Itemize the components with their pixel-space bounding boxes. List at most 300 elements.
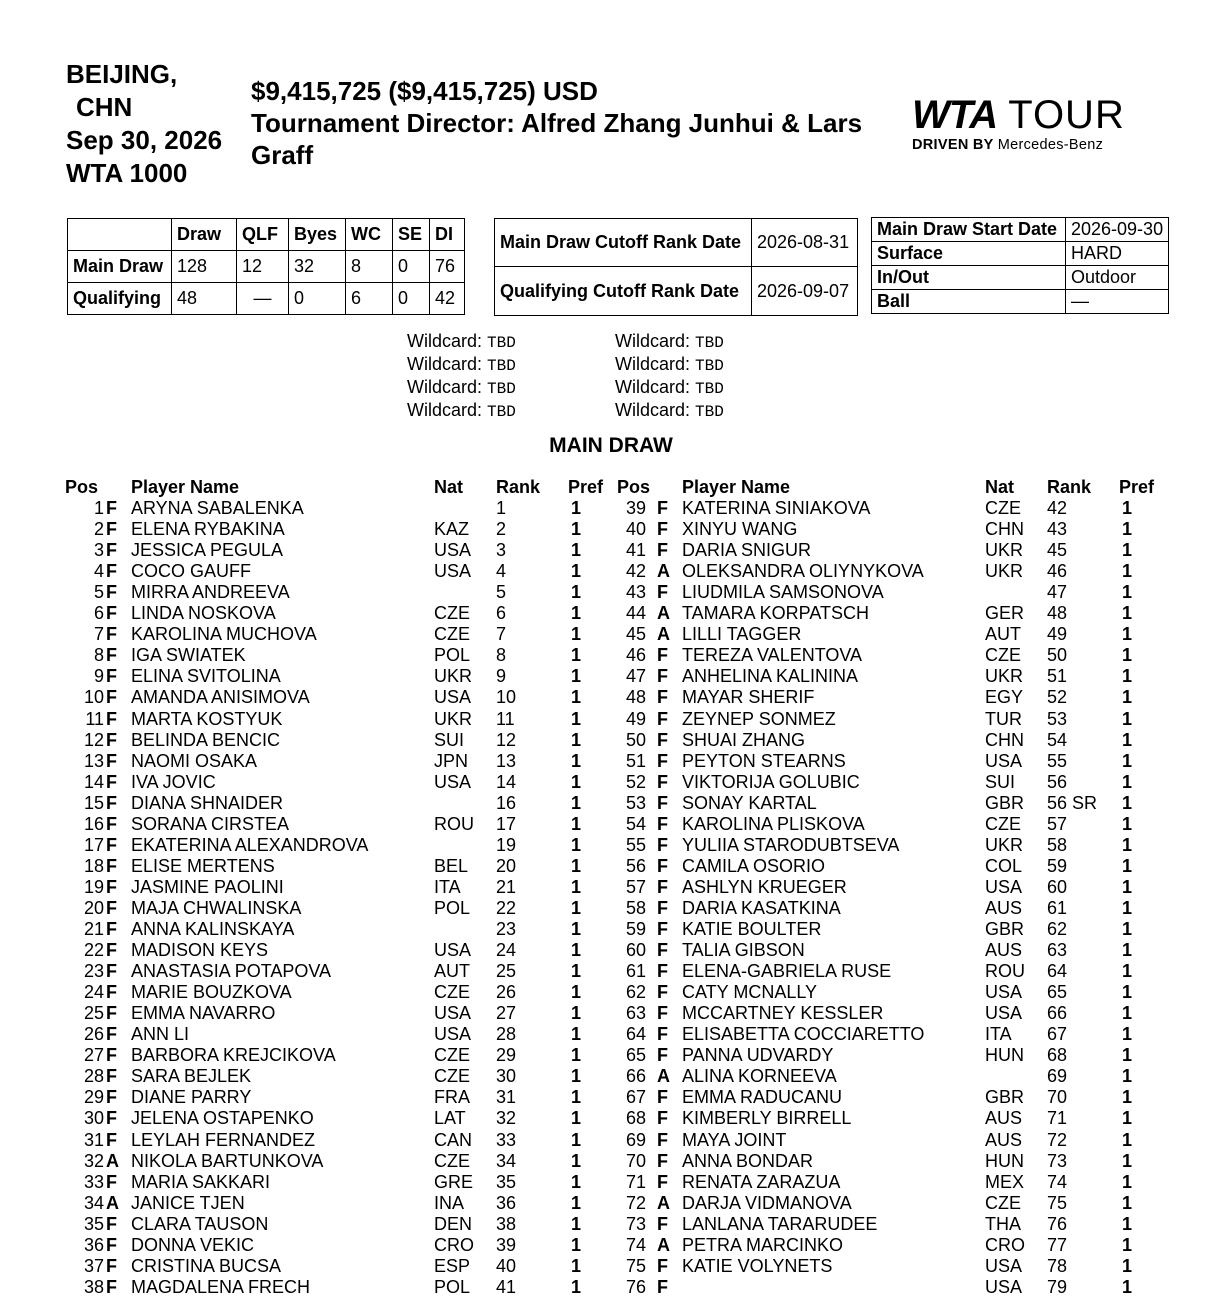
rank-cell: 14	[496, 771, 517, 792]
pos-cell: 35	[83, 1213, 104, 1234]
nat-cell: AUS	[985, 1129, 1023, 1150]
nat-cell: USA	[985, 982, 1023, 1003]
table-row	[0, 877, 1222, 898]
nat-cell: UKR	[985, 834, 1024, 855]
player-name-cell: KATERINA SINIAKOVA	[682, 498, 871, 518]
table-row	[0, 814, 1222, 835]
pos-cell: 57	[625, 876, 646, 897]
nat-cell: GBR	[985, 919, 1025, 939]
pos-cell: 55	[625, 834, 646, 855]
status-cell: A	[657, 603, 670, 624]
pref-cell: 1	[571, 498, 582, 518]
pref-cell: 1	[571, 813, 582, 834]
status-cell: F	[657, 666, 668, 687]
pos-cell: 56	[625, 855, 646, 876]
info-value: Outdoor	[1066, 266, 1169, 290]
status-cell: F	[106, 940, 117, 961]
rank-cell: 10	[496, 687, 517, 708]
tournament-director: Tournament Director: Alfred Zhang Junhui & Lars Graff	[251, 108, 863, 170]
draw-cell: 8	[346, 251, 393, 283]
draw-header-di: DI	[430, 219, 465, 251]
status-cell: F	[657, 645, 668, 666]
status-cell: F	[657, 1255, 668, 1276]
nat-cell: UKR	[985, 561, 1024, 582]
pref-cell: 1	[571, 1234, 582, 1255]
draw-header-draw: Draw	[172, 219, 237, 251]
pref-cell: 1	[571, 961, 582, 982]
pos-cell: 73	[625, 1213, 646, 1234]
nat-cell: CAN	[434, 1129, 473, 1150]
pos-cell: 52	[625, 771, 646, 792]
wildcard-value: TBD	[487, 334, 516, 352]
status-cell: A	[657, 1066, 670, 1087]
pref-cell: 1	[571, 645, 582, 666]
status-cell: F	[106, 729, 117, 750]
pref-cell: 1	[571, 1150, 582, 1171]
table-row	[0, 498, 1222, 519]
player-name-cell: ASHLYN KRUEGER	[682, 876, 847, 897]
rank-cell: 79	[1047, 1276, 1068, 1297]
pos-cell: 7	[93, 624, 104, 645]
status-cell: F	[657, 540, 668, 561]
pos-cell: 63	[625, 1003, 646, 1024]
status-cell: F	[657, 1087, 668, 1108]
rank-cell: 60	[1047, 876, 1068, 897]
wildcard-label: Wildcard:	[407, 354, 483, 374]
nat-cell: UKR	[985, 540, 1024, 561]
nat-cell: USA	[434, 1003, 472, 1024]
player-name-cell: MIRRA ANDREEVA	[131, 582, 290, 603]
wildcard-label: Wildcard:	[615, 400, 691, 420]
pos-cell: 18	[83, 855, 104, 876]
pref-cell: 1	[571, 540, 582, 561]
pos-cell: 39	[625, 498, 646, 518]
table-row	[0, 793, 1222, 814]
rank-cell: 21	[496, 876, 517, 897]
wildcard-value: TBD	[487, 357, 516, 375]
player-name-cell: IVA JOVIC	[131, 771, 216, 792]
status-cell: A	[657, 1192, 670, 1213]
nat-cell: DEN	[434, 1213, 473, 1234]
logo-mercedes: Mercedes-Benz	[997, 137, 1104, 153]
city: BEIJING,	[66, 59, 178, 89]
pos-cell: 38	[83, 1276, 104, 1297]
status-cell: F	[657, 582, 668, 603]
col-player-name-header: Player Name	[131, 477, 240, 497]
pref-cell: 1	[1122, 561, 1133, 582]
rank-cell: 30	[496, 1066, 517, 1087]
rank-cell: 62	[1047, 919, 1068, 939]
status-cell: F	[106, 540, 117, 561]
pos-cell: 45	[625, 624, 646, 645]
info-value: —	[1066, 290, 1169, 314]
status-cell: F	[657, 813, 668, 834]
player-name-cell: ARYNA SABALENKA	[131, 498, 304, 518]
nat-cell: ITA	[985, 1024, 1012, 1045]
wildcard-label: Wildcard:	[407, 331, 483, 351]
col-nat-header: Nat	[985, 477, 1015, 497]
rank-cell: 46	[1047, 561, 1068, 582]
status-cell: F	[106, 582, 117, 603]
pos-cell: 22	[83, 940, 104, 961]
player-name-cell: EMMA NAVARRO	[131, 1003, 276, 1024]
rank-cell: 34	[496, 1150, 517, 1171]
rank-cell: 75	[1047, 1192, 1068, 1213]
cutoff-label: Main Draw Cutoff Rank Date	[495, 219, 752, 267]
pref-cell: 1	[571, 687, 582, 708]
status-cell: F	[106, 1003, 117, 1024]
nat-cell: USA	[434, 540, 472, 561]
status-cell: F	[106, 876, 117, 897]
player-name-cell: XINYU WANG	[682, 519, 798, 540]
player-name-cell: EKATERINA ALEXANDROVA	[131, 834, 369, 855]
nat-cell: ROU	[434, 813, 474, 834]
pos-cell: 13	[83, 750, 104, 771]
pref-cell: 1	[1122, 1108, 1133, 1129]
player-name-cell: JELENA OSTAPENKO	[131, 1108, 314, 1129]
status-cell: F	[657, 1213, 668, 1234]
pref-cell: 1	[571, 1108, 582, 1129]
pref-cell: 1	[571, 792, 582, 813]
rank-cell: 5	[496, 582, 507, 603]
status-cell: F	[657, 687, 668, 708]
nat-cell: CZE	[434, 982, 470, 1003]
table-row	[0, 582, 1222, 603]
player-name-cell: ANASTASIA POTAPOVA	[131, 961, 332, 982]
player-name-cell: KIMBERLY BIRRELL	[682, 1108, 852, 1129]
player-name-cell: LEYLAH FERNANDEZ	[131, 1129, 316, 1150]
pos-cell: 30	[83, 1108, 104, 1129]
pref-cell: 1	[571, 1045, 582, 1066]
pos-cell: 50	[625, 729, 646, 750]
player-name-cell: TALIA GIBSON	[682, 940, 805, 961]
status-cell: F	[657, 940, 668, 961]
player-name-cell: VIKTORIJA GOLUBIC	[682, 771, 860, 792]
pref-cell: 1	[1122, 582, 1133, 603]
pref-cell: 1	[1122, 708, 1133, 729]
pos-cell: 23	[83, 961, 104, 982]
table-row	[0, 982, 1222, 1003]
rank-cell: 58	[1047, 834, 1068, 855]
status-cell: F	[657, 519, 668, 540]
nat-cell: MEX	[985, 1171, 1025, 1192]
rank-cell: 32	[496, 1108, 517, 1129]
player-name-cell: ELENA-GABRIELA RUSE	[682, 961, 892, 982]
player-name-cell: MCCARTNEY KESSLER	[682, 1003, 884, 1024]
nat-cell: USA	[434, 561, 472, 582]
rank-cell: 19	[496, 834, 517, 855]
status-cell: F	[657, 961, 668, 982]
col-rank-header: Rank	[496, 477, 541, 497]
status-cell: A	[657, 561, 670, 582]
draw-cell: 42	[430, 283, 465, 315]
player-name-cell: ANHELINA KALININA	[682, 666, 859, 687]
rank-cell: 13	[496, 750, 517, 771]
nat-cell: GBR	[985, 1087, 1025, 1108]
pref-cell: 1	[1122, 1087, 1133, 1108]
nat-cell: USA	[985, 1003, 1023, 1024]
player-name-cell: PETRA MARCINKO	[682, 1234, 844, 1255]
status-cell: F	[106, 750, 117, 771]
nat-cell: SUI	[434, 729, 465, 750]
nat-cell: USA	[985, 1255, 1023, 1276]
pos-cell: 58	[625, 897, 646, 918]
pref-cell: 1	[1122, 1045, 1133, 1066]
nat-cell: FRA	[434, 1087, 470, 1108]
rank-cell: 49	[1047, 624, 1068, 645]
status-cell: F	[106, 498, 117, 518]
pref-cell: 1	[1122, 897, 1133, 918]
player-name-cell: DARIA KASATKINA	[682, 897, 841, 918]
pref-cell: 1	[1122, 792, 1133, 813]
pos-cell: 9	[93, 666, 104, 687]
nat-cell: GER	[985, 603, 1025, 624]
rank-cell: 45	[1047, 540, 1068, 561]
pos-cell: 61	[625, 961, 646, 982]
main-draw-title: MAIN DRAW	[549, 434, 673, 457]
nat-cell: COL	[985, 855, 1023, 876]
status-cell: F	[106, 1255, 117, 1276]
status-cell: F	[106, 1171, 117, 1192]
rank-cell: 41	[496, 1276, 517, 1297]
rank-cell: 70	[1047, 1087, 1068, 1108]
pos-cell: 46	[625, 645, 646, 666]
pref-cell: 1	[1122, 624, 1133, 645]
rank-cell: 8	[496, 645, 507, 666]
table-row	[0, 1193, 1222, 1214]
pref-cell: 1	[571, 1192, 582, 1213]
player-name-cell: EMMA RADUCANU	[682, 1087, 843, 1108]
pref-cell: 1	[1122, 1276, 1133, 1297]
pos-cell: 67	[625, 1087, 646, 1108]
pos-cell: 17	[83, 834, 104, 855]
pref-cell: 1	[571, 561, 582, 582]
pos-cell: 72	[625, 1192, 646, 1213]
nat-cell: UKR	[434, 666, 473, 687]
rank-cell: 6	[496, 603, 507, 624]
pref-cell: 1	[571, 624, 582, 645]
rank-cell: 64	[1047, 961, 1068, 982]
status-cell: F	[657, 919, 668, 939]
pos-cell: 2	[93, 519, 104, 540]
player-name-cell: ELINA SVITOLINA	[131, 666, 281, 687]
pos-cell: 20	[83, 897, 104, 918]
player-name-cell: ELENA RYBAKINA	[131, 519, 285, 540]
status-cell: F	[657, 498, 668, 518]
pos-cell: 71	[625, 1171, 646, 1192]
player-name-cell: CATY MCNALLY	[682, 982, 818, 1003]
player-name-cell: LILLI TAGGER	[682, 624, 802, 645]
status-cell: F	[657, 771, 668, 792]
col-pref-header: Pref	[568, 477, 604, 497]
player-name-cell: OLEKSANDRA OLIYNYKOVA	[682, 561, 924, 582]
pos-cell: 74	[625, 1234, 646, 1255]
status-cell: F	[106, 1087, 117, 1108]
pos-cell: 21	[83, 919, 104, 939]
status-cell: A	[657, 1234, 670, 1255]
rank-cell: 67	[1047, 1024, 1068, 1045]
wildcard-value: TBD	[695, 334, 724, 352]
rank-cell: 61	[1047, 897, 1068, 918]
player-name-cell: TAMARA KORPATSCH	[682, 603, 870, 624]
pref-cell: 1	[1122, 876, 1133, 897]
table-row	[0, 856, 1222, 877]
table-row	[0, 687, 1222, 708]
pos-cell: 68	[625, 1108, 646, 1129]
draw-cell: 128	[172, 251, 237, 283]
status-cell: F	[106, 645, 117, 666]
pref-cell: 1	[1122, 1192, 1133, 1213]
player-name-cell: YULIIA STARODUBTSEVA	[682, 834, 900, 855]
tournament-date: Sep 30, 2026	[66, 125, 223, 155]
status-cell: F	[106, 1108, 117, 1129]
info-label: Main Draw Start Date	[872, 218, 1066, 242]
pref-cell: 1	[571, 1276, 582, 1297]
player-name-cell: ANNA KALINSKAYA	[131, 919, 295, 939]
pos-cell: 41	[625, 540, 646, 561]
table-row	[0, 1108, 1222, 1129]
status-cell: F	[106, 1024, 117, 1045]
pref-cell: 1	[571, 519, 582, 540]
rank-cell: 51	[1047, 666, 1068, 687]
status-cell: F	[106, 919, 117, 939]
player-name-cell: KATIE VOLYNETS	[682, 1255, 833, 1276]
rank-cell: 42	[1047, 498, 1068, 518]
rank-cell: 72	[1047, 1129, 1068, 1150]
pos-cell: 26	[83, 1024, 104, 1045]
nat-cell: EGY	[985, 687, 1024, 708]
table-row	[0, 730, 1222, 751]
pos-cell: 65	[625, 1045, 646, 1066]
rank-cell: 23	[496, 919, 517, 939]
rank-cell: 65	[1047, 982, 1068, 1003]
status-cell: F	[106, 708, 117, 729]
status-cell: F	[106, 1276, 117, 1297]
nat-cell: KAZ	[434, 519, 470, 540]
pos-cell: 8	[93, 645, 104, 666]
pos-cell: 6	[93, 603, 104, 624]
nat-cell: AUS	[985, 940, 1023, 961]
table-row	[0, 1214, 1222, 1235]
status-cell: F	[106, 666, 117, 687]
status-cell: F	[657, 708, 668, 729]
player-name-cell: ALINA KORNEEVA	[682, 1066, 837, 1087]
pref-cell: 1	[571, 1087, 582, 1108]
pos-cell: 28	[83, 1066, 104, 1087]
pref-cell: 1	[1122, 1213, 1133, 1234]
table-row	[0, 645, 1222, 666]
draw-cell: 0	[393, 251, 430, 283]
pref-cell: 1	[1122, 855, 1133, 876]
pref-cell: 1	[1122, 519, 1133, 540]
rank-cell: 27	[496, 1003, 517, 1024]
status-cell: F	[106, 1066, 117, 1087]
player-name-cell: MAGDALENA FRECH	[131, 1276, 311, 1297]
nat-cell: HUN	[985, 1045, 1024, 1066]
pos-cell: 70	[625, 1150, 646, 1171]
pos-cell: 36	[83, 1234, 104, 1255]
table-row	[0, 1151, 1222, 1172]
nat-cell: SUI	[985, 771, 1016, 792]
nat-cell: POL	[434, 645, 471, 666]
pos-cell: 43	[625, 582, 646, 603]
player-name-cell: COCO GAUFF	[131, 561, 251, 582]
pref-cell: 1	[571, 919, 582, 939]
status-cell: F	[106, 1234, 117, 1255]
pref-cell: 1	[1122, 666, 1133, 687]
rank-cell: 77	[1047, 1234, 1068, 1255]
rank-cell: 73	[1047, 1150, 1068, 1171]
nat-cell: POL	[434, 1276, 471, 1297]
rank-cell: 55	[1047, 750, 1068, 771]
nat-cell: POL	[434, 897, 471, 918]
pos-cell: 62	[625, 982, 646, 1003]
pref-cell: 1	[571, 750, 582, 771]
pos-cell: 32	[83, 1150, 104, 1171]
rank-cell: 12	[496, 729, 517, 750]
player-name-cell: KAROLINA PLISKOVA	[682, 813, 865, 834]
cutoff-value: 2026-08-31	[752, 219, 858, 267]
pos-cell: 64	[625, 1024, 646, 1045]
draw-header-qlf: QLF	[237, 219, 289, 251]
player-name-cell: DONNA VEKIC	[131, 1234, 255, 1255]
wildcard-value: TBD	[695, 380, 724, 398]
nat-cell: CZE	[434, 1150, 470, 1171]
pref-cell: 1	[571, 897, 582, 918]
status-cell: F	[657, 1108, 668, 1129]
pref-cell: 1	[571, 982, 582, 1003]
nat-cell: USA	[434, 940, 472, 961]
status-cell: F	[657, 855, 668, 876]
nat-cell: CZE	[985, 645, 1021, 666]
info-label: Ball	[872, 290, 1066, 314]
pref-cell: 1	[1122, 961, 1133, 982]
draw-cell: 0	[289, 283, 346, 315]
status-cell: F	[657, 1045, 668, 1066]
pref-cell: 1	[571, 603, 582, 624]
draw-cell: 6	[346, 283, 393, 315]
wildcard-label: Wildcard:	[615, 331, 691, 351]
draw-cell: —	[237, 283, 289, 315]
table-row	[0, 603, 1222, 624]
rank-cell: 29	[496, 1045, 517, 1066]
pos-cell: 27	[83, 1045, 104, 1066]
nat-cell: UKR	[434, 708, 473, 729]
main-draw-header-right	[0, 477, 1222, 498]
table-row	[0, 919, 1222, 940]
pref-cell: 1	[1122, 687, 1133, 708]
pref-cell: 1	[1122, 1066, 1133, 1087]
status-cell: F	[657, 982, 668, 1003]
rank-cell: 66	[1047, 1003, 1068, 1024]
rank-cell: 35	[496, 1171, 517, 1192]
rank-cell: 33	[496, 1129, 517, 1150]
player-name-cell: SORANA CIRSTEA	[131, 813, 290, 834]
nat-cell: GBR	[985, 792, 1025, 813]
rank-cell: 16	[496, 792, 517, 813]
player-name-cell: JANICE TJEN	[131, 1192, 245, 1213]
pos-cell: 49	[625, 708, 646, 729]
player-name-cell: TEREZA VALENTOVA	[682, 645, 863, 666]
pref-cell: 1	[571, 1171, 582, 1192]
status-cell: F	[106, 624, 117, 645]
wildcard-label: Wildcard:	[407, 400, 483, 420]
player-name-cell: DIANA SHNAIDER	[131, 792, 284, 813]
pref-cell: 1	[1122, 729, 1133, 750]
pref-cell: 1	[1122, 940, 1133, 961]
rank-cell: 39	[496, 1234, 517, 1255]
status-cell: F	[106, 519, 117, 540]
